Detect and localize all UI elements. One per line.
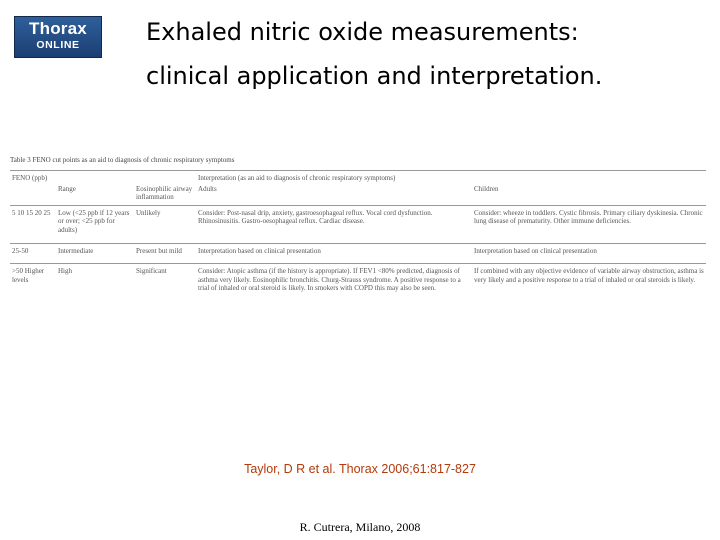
table-header-row	[10, 171, 706, 184]
slide-title-line-1: Exhaled nitric oxide measurements:	[146, 18, 579, 46]
header-range: Range	[58, 184, 76, 193]
table-row	[10, 205, 706, 243]
cell-eosinophilic: Unlikely	[134, 205, 196, 243]
citation: Taylor, D R et al. Thorax 2006;61:817-827	[244, 462, 476, 476]
header-children: Children	[474, 184, 499, 193]
slide-title	[146, 10, 706, 98]
logo-line-1: Thorax	[29, 19, 87, 38]
cell-feno: 5 10 15 20 25	[10, 205, 56, 243]
table-row	[10, 264, 706, 301]
cell-adults: Consider: Post-nasal drip, anxiety, gastroesophageal reflux. Vocal cord dysfunction. Rhinosinusitis. Gastro-oesophageal reflux. Cardiac disease.	[196, 205, 472, 243]
cell-children: Consider: wheeze in toddlers. Cystic fibrosis. Primary ciliary dyskinesia. Chronic lung disease of prematurity. Other immune deficiencies.	[472, 205, 706, 243]
header-blank	[10, 184, 56, 206]
cell-adults: Interpretation based on clinical presentation	[196, 243, 472, 264]
header-feno: FENO (ppb)	[10, 171, 196, 184]
cell-children: Interpretation based on clinical presentation	[472, 243, 706, 264]
cell-range: Intermediate	[56, 243, 134, 264]
thorax-online-logo	[14, 16, 102, 58]
header-interpretation: Interpretation (as an aid to diagnosis of chronic respiratory symptoms)	[196, 171, 706, 184]
logo-line-2: ONLINE	[36, 39, 80, 51]
cell-feno: >50 Higher levels	[10, 264, 56, 301]
cell-range: Low (<25 ppb if 12 years or over; <25 ppb for adults)	[56, 205, 134, 243]
cell-adults: Consider: Atopic asthma (if the history is appropriate). If FEV1 <80% predicted, diagnosis of asthma very likely. Eosinophilic bronchitis. Churg-Strauss syndrome. A positive response to a trial of inhaled or oral steroid is likely. In smokers with COPD this may also be seen.	[196, 264, 472, 301]
header-adults: Adults	[198, 184, 217, 193]
footer-credit: R. Cutrera, Milano, 2008	[299, 520, 421, 534]
cell-eosinophilic: Present but mild	[134, 243, 196, 264]
header-eosinophilic: Eosinophilic airway inflammation	[136, 184, 193, 202]
slide-title-line-2: clinical application and interpretation.	[146, 62, 603, 90]
table-figure	[10, 156, 710, 408]
table-row	[10, 243, 706, 264]
cell-children: If combined with any objective evidence of variable airway obstruction, asthma is very likely and a positive response to a trial of inhaled or oral steroids is likely.	[472, 264, 706, 301]
cell-range: High	[56, 264, 134, 301]
feno-table	[10, 170, 706, 301]
table-caption: Table 3 FENO cut points as an aid to diagnosis of chronic respiratory symptoms	[10, 156, 235, 164]
cell-feno: 25-50	[10, 243, 56, 264]
table-subheader-row	[10, 184, 706, 206]
cell-eosinophilic: Significant	[134, 264, 196, 301]
